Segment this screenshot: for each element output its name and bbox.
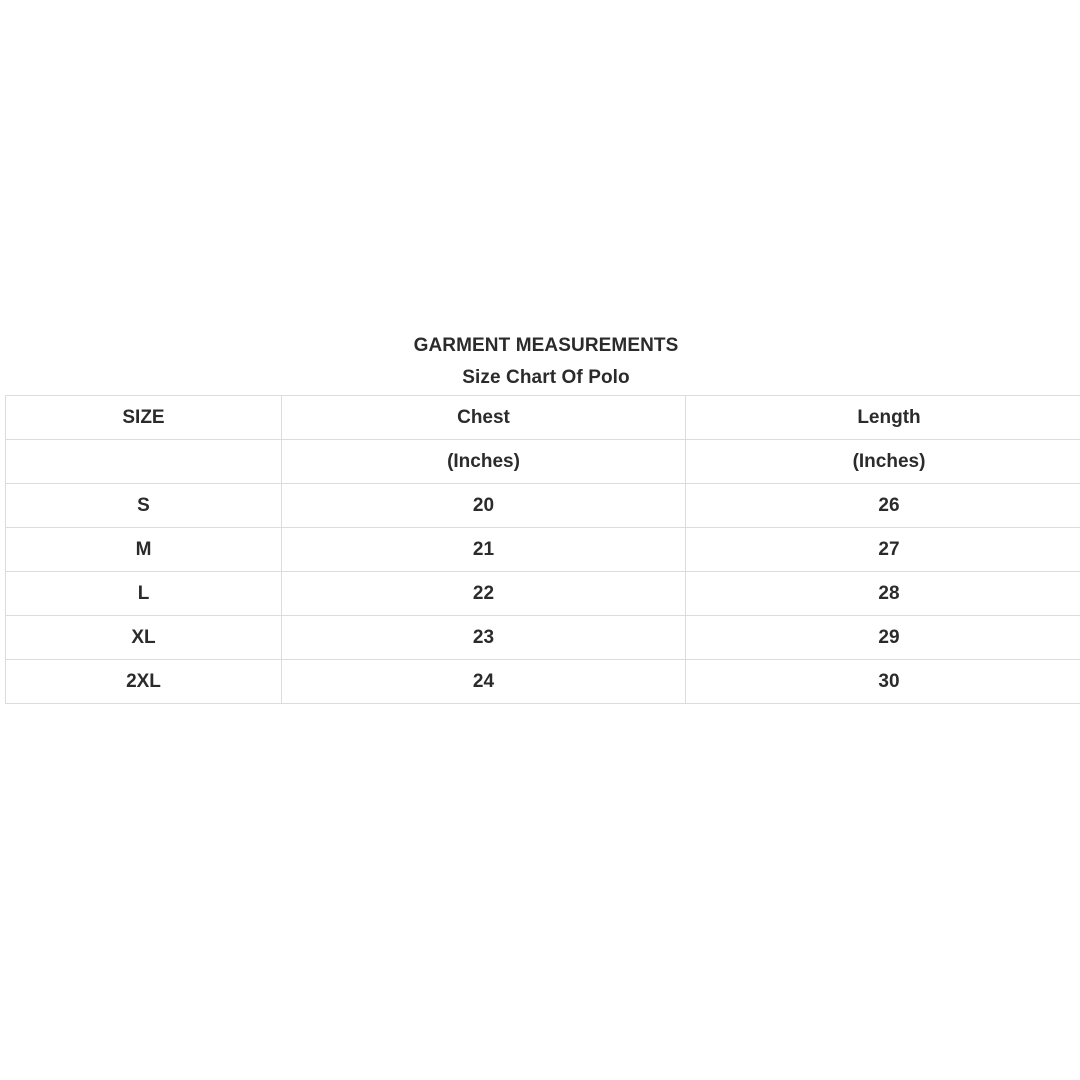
header-length: Length xyxy=(686,396,1080,440)
unit-length: (Inches) xyxy=(686,440,1080,484)
length-cell: 30 xyxy=(686,660,1080,704)
size-cell: M xyxy=(6,528,282,572)
unit-size xyxy=(6,440,282,484)
table-row xyxy=(6,528,1080,572)
size-cell: S xyxy=(6,484,282,528)
chest-cell: 21 xyxy=(282,528,686,572)
size-cell: 2XL xyxy=(6,660,282,704)
chest-cell: 24 xyxy=(282,660,686,704)
chest-cell: 22 xyxy=(282,572,686,616)
length-cell: 29 xyxy=(686,616,1080,660)
table-units-row xyxy=(6,440,1080,484)
chest-cell: 20 xyxy=(282,484,686,528)
table-header-row xyxy=(6,396,1080,440)
size-cell: XL xyxy=(6,616,282,660)
table-row xyxy=(6,616,1080,660)
page-subtitle: Size Chart Of Polo xyxy=(462,367,630,388)
page-title: GARMENT MEASUREMENTS xyxy=(413,335,679,356)
length-cell: 26 xyxy=(686,484,1080,528)
size-cell: L xyxy=(6,572,282,616)
table-row xyxy=(6,572,1080,616)
header-chest: Chest xyxy=(282,396,686,440)
unit-chest: (Inches) xyxy=(282,440,686,484)
table-row xyxy=(6,660,1080,704)
size-chart-table xyxy=(5,395,1080,704)
header-size: SIZE xyxy=(6,396,282,440)
chest-cell: 23 xyxy=(282,616,686,660)
table-row xyxy=(6,484,1080,528)
length-cell: 27 xyxy=(686,528,1080,572)
length-cell: 28 xyxy=(686,572,1080,616)
